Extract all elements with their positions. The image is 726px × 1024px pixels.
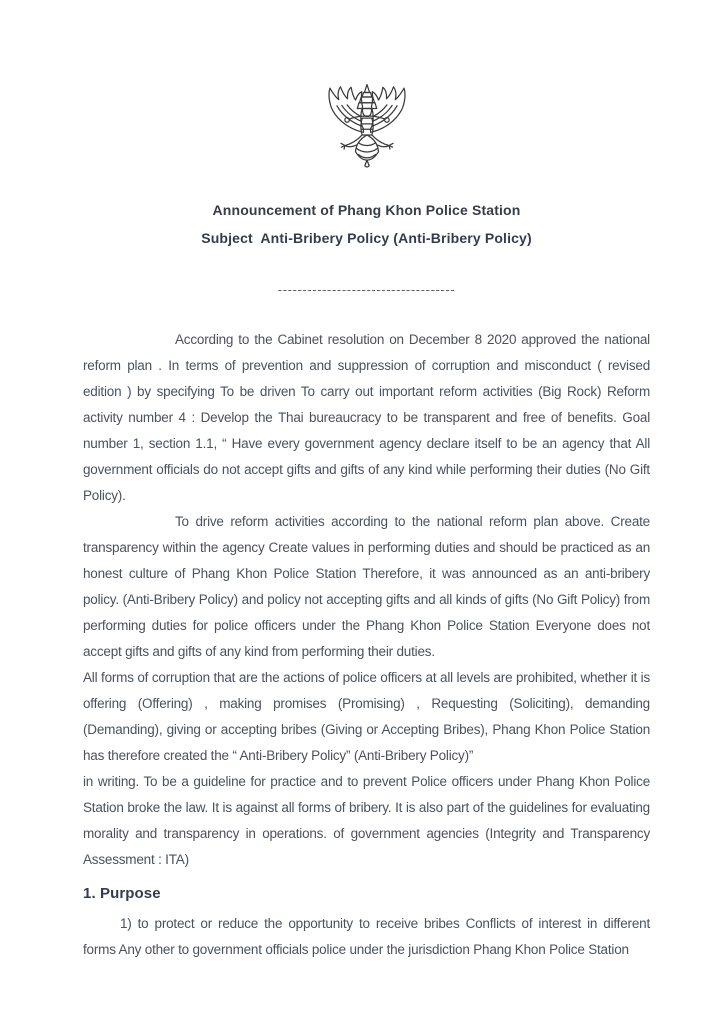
paragraph-all-forms-corruption: All forms of corruption that are the actions of police officers at all levels are prohibited, whether it is offering (Offering) , making promises (Promising) , Requesting (Soliciting), demanding (Demanding), giving or accepting bribes (Giving or Accepting Bribes), Phang Khon Police Station has therefore created the “ Anti-Bribery Policy” (Anti-Bribery Policy)” xyxy=(83,670,650,763)
emblem-container xyxy=(83,72,650,187)
section-heading-purpose: 1. Purpose xyxy=(83,885,161,902)
dashed-divider: ------------------------------------ xyxy=(277,282,456,297)
document-subject-line: Subject Anti-Bribery Policy (Anti-Bribery Policy) xyxy=(201,230,532,246)
paragraph-in-writing: in writing. To be a guideline for practice and to prevent Police officers under Phang Khon Police Station broke the law. It is against all forms of bribery. It is also part of the guidelines for evaluating morality and transparency in operations. of government agencies (Integrity and Transparency Assessment : ITA) xyxy=(83,774,650,867)
paragraph-cabinet-resolution: According to the Cabinet resolution on December 8 2020 approved the national reform plan . In terms of prevention and suppression of corruption and misconduct ( revised edition ) by specifying To be driven To carry out important reform activities (Big Rock) Reform activity number 4 : Develop the Thai bureaucracy to be transparent and free of benefits. Goal number 1, section 1.1, “ Have every government agency declare itself to be an agency that All government officials do not accept gifts and gifts of any kind while performing their duties (No Gift Policy). xyxy=(83,332,650,503)
garuda-emblem-icon xyxy=(314,72,420,182)
paragraph-drive-reform: To drive reform activities according to the national reform plan above. Create transparency within the agency Create values in performing duties and should be practiced as an honest culture of Phang Khon Police Station Therefore, it was announced as an anti-bribery policy. (Anti-Bribery Policy) and policy not accepting gifts and all kinds of gifts (No Gift Policy) from performing duties for police officers under the Phang Khon Police Station Everyone does not accept gifts and gifts of any kind from performing their duties. xyxy=(83,514,650,659)
document-title: Announcement of Phang Khon Police Station xyxy=(212,202,521,218)
paragraph-purpose-item-1: 1) to protect or reduce the opportunity to receive bribes Conflicts of interest in different forms Any other to government officials police under the jurisdiction Phang Khon Police Station xyxy=(83,916,650,957)
